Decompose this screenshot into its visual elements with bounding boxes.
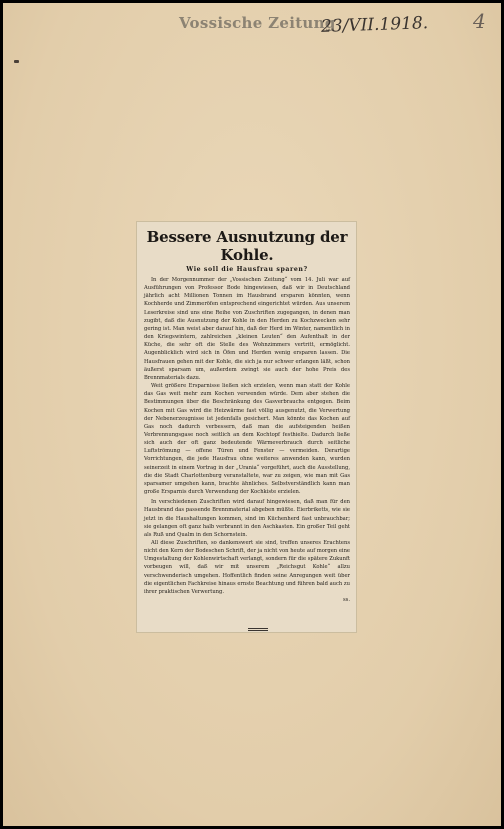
newspaper-clipping	[137, 222, 356, 632]
page-number: 4	[473, 9, 486, 33]
handwritten-date: 23/VII.1918.	[320, 13, 429, 37]
article-headline: Bessere Ausnutzung der Kohle.	[146, 228, 348, 264]
end-rule	[248, 628, 268, 629]
article-paragraph: In der Morgennummer der „Vossischen Zeitung“ vom 14. Juli war auf Ausführungen von Professor Bode hingewiesen, daß wir in Deutschland jährlich acht Millionen Tonnen im Hausbrand ersparen könnten, wenn Kochherde und Zimmeröfen entsprechend eingerichtet würden. Aus unserem Leserkreise sind uns eine Reihe von Zuschriften zugegangen, in denen man zugibt, daß die Ausnutzung der Kohle in den Herden zu Kochzwecken sehr gering ist. Man weist aber darauf hin, daß der Herd im Winter, namentlich in den Kriegswintern, zahlreichen „kleinen Leuten“ den Aufenthalt in der Küche, die sehr oft die Stelle des Wohnzimmers vertritt, ermöglicht. Augenblicklich wird sich in Öfen und Herden wenig ersparen lassen. Die Hausfrauen gehen mit der Kohle, die sich ja nur schwer erlangen läßt, schon äußerst sparsam um, außerdem zwingt sie auch der hohe Preis des Brennmaterials dazu.	[144, 277, 350, 381]
article-signature: ss.	[343, 597, 350, 604]
article-subheadline: Wie soll die Hausfrau sparen?	[186, 266, 308, 273]
article-paragraph: In verschiedenen Zuschriften wird darauf hingewiesen, daß man für den Hausbrand das passende Brennmaterial abgeben müßte. Eierbriketts, wie sie jetzt in die Haushaltungen kommen, sind im Küchenherd fast unbrauchbar; sie gelangen oft ganz halb verbrannt in den Aschkasten. Ein großer Teil geht als Ruß und Qualm in den Schornstein.	[144, 499, 350, 538]
end-rule	[248, 630, 268, 631]
newspaper-stamp: Vossische Zeitung	[179, 14, 336, 32]
pin-mark	[14, 60, 19, 63]
article-paragraph: All diese Zuschriften, so dankenswert sie sind, treffen unseres Erachtens nicht den Kern der Bodeschen Schrift, der ja nicht von heute auf morgen eine Umgestaltung der Kohlenwirtschaft verlangt, sondern für die spätere Zukunft vorbeugen will, daß wir mit unserem „Reichsgut Kohle“ allzu verschwenderisch umgehen. Hoffentlich finden seine Anregungen weit über die eigentlichen Fachkreise hinaus ernste Beachtung und führen bald auch zu ihrer praktischen Verwertung.	[144, 540, 350, 595]
article-paragraph: Weit größere Ersparnisse ließen sich erzielen, wenn man statt der Kohle das Gas weit mehr zum Kochen verwenden würde. Dem aber stehen die Bestimmungen über die Beschränkung des Gasverbrauchs entgegen. Beim Kochen mit Gas wird die Heizwärme fast völlig ausgenutzt, die Verwertung der Nebenerzeugnisse ist jedenfalls gesichert. Man könnte das Kochen auf Gas noch dadurch verbessern, daß man die aufsteigenden heißen Verbrennungsgase noch seitlich an dem Kochtopf festhielte. Dadurch ließe sich auch der oft ganz bedeutende Wärmeverbrauch durch seitliche Luftströmung — offene Türen und Fenster — vermeiden. Derartige Vorrichtungen, die jede Hausfrau ohne weiteres anwenden kann, wurden seinerzeit in einem Vortrag in der „Urania“ vorgeführt, auch die Ausstellung, die die Stadt Charlottenburg veranstaltete, war zu zeigen, wie man mit Gas sparsamer umgehen kann, brachte ähnliches. Selbstverständlich kann man große Ersparnis durch Verwendung der Kochkiste erzielen.	[144, 383, 350, 496]
